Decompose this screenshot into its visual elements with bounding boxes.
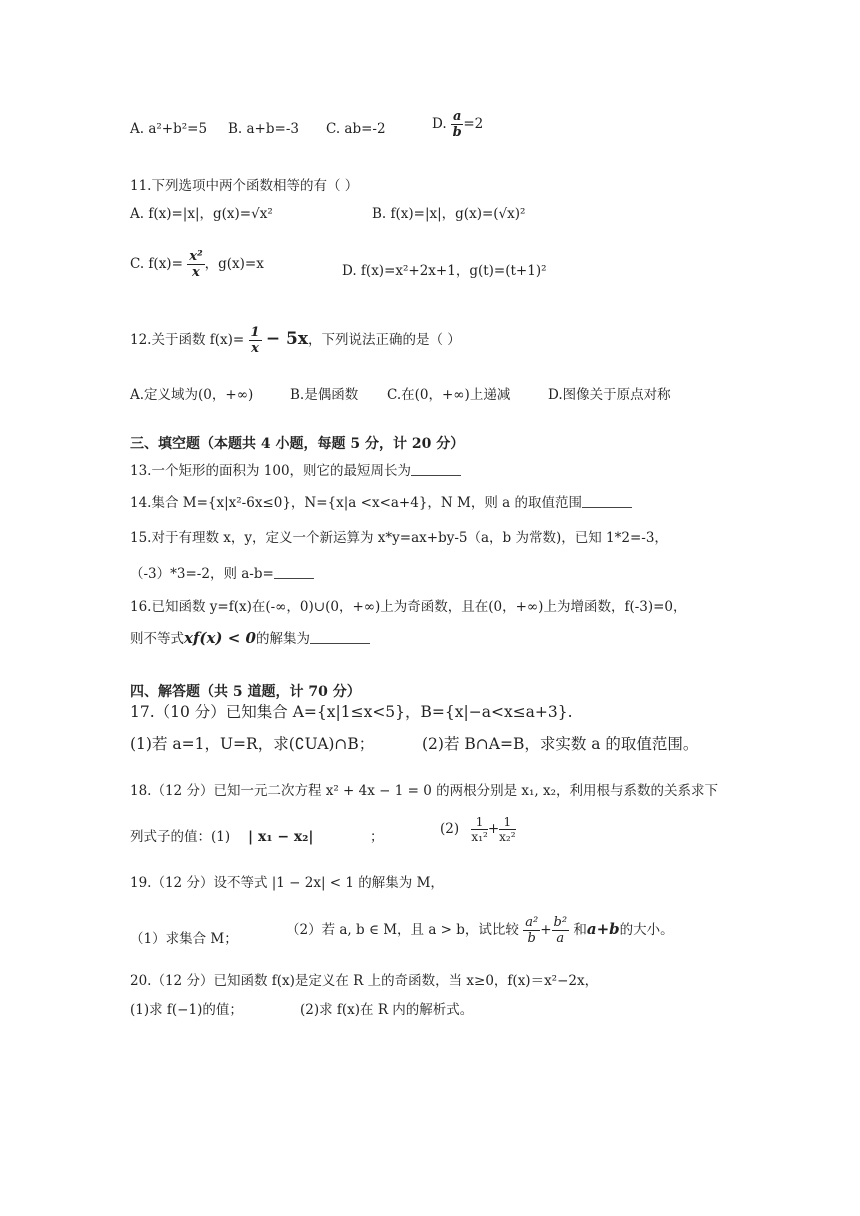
section-4-heading: 四、解答题（共 5 道题，计 70 分） xyxy=(130,684,361,700)
q10-option-d-num: a xyxy=(452,109,462,124)
q13-answer-blank xyxy=(411,463,461,476)
q11-option-c xyxy=(130,250,264,279)
q11-option-c-num: x² xyxy=(189,249,203,264)
q18-part-2-prefix: (2) xyxy=(440,821,460,837)
q10-option-d-suffix: =2 xyxy=(463,116,484,132)
q10-option-a: A. a²+b²=5 xyxy=(130,121,208,137)
q14-text: 14.集合 M={x|x²-6x≤0}，N={x|a <x<a+4}，N M，则 a 的取值范围 xyxy=(130,495,582,511)
q19-part-2-prefix: （2）若 a, b ∈ M，且 a > b，试比较 xyxy=(286,922,519,938)
q18-fraction-2 xyxy=(499,816,515,843)
q20-part-1: (1)求 f(−1)的值； xyxy=(130,1002,243,1018)
q19-part-1: （1）求集合 M； xyxy=(130,931,238,947)
q16-line-2-suffix: 的解集为 xyxy=(255,631,310,647)
q19-plus: + xyxy=(540,922,552,938)
q18-part-2 xyxy=(440,816,516,843)
q10-option-d-label: D. xyxy=(432,116,447,132)
q18-plus: + xyxy=(487,821,500,837)
q16-line-2 xyxy=(130,629,370,648)
q10-option-c: C. ab=-2 xyxy=(326,121,386,137)
q15-line-2-text: （-3）*3=-2，则 a-b= xyxy=(130,566,274,582)
q12-option-b: B.是偶函数 xyxy=(290,387,359,403)
q16-answer-blank xyxy=(310,631,370,644)
section-3-heading: 三、填空题（本题共 4 小题，每题 5 分，计 20 分） xyxy=(130,436,465,452)
q19-fraction-1-num: a² xyxy=(525,915,539,930)
q18-fraction-2-num: 1 xyxy=(499,816,515,830)
q11-stem: 11.下列选项中两个函数相等的有（ ） xyxy=(130,178,359,194)
q18-fraction-1 xyxy=(471,816,487,843)
q15-line-2 xyxy=(130,565,314,583)
q11-option-c-fraction xyxy=(187,250,204,279)
q10-option-b: B. a+b=-3 xyxy=(228,121,299,137)
q10-option-d xyxy=(432,110,483,139)
q19-fraction-1-den: b xyxy=(527,931,536,946)
q18-abs-expression: | x₁ − x₂| xyxy=(248,829,314,845)
q19-part-2 xyxy=(286,916,674,945)
q19-fraction-2-den: a xyxy=(556,931,565,946)
q18-fraction-1-num: 1 xyxy=(471,816,487,830)
q12-stem-prefix: 12.关于函数 f(x)= xyxy=(130,332,245,348)
q12-stem xyxy=(130,326,461,355)
q18-line-1: 18.（12 分）已知一元二次方程 x² + 4x − 1 = 0 的两根分别是 x₁, x₂，利用根与系数的关系求下 xyxy=(130,783,719,799)
q19-fraction-1 xyxy=(523,916,540,945)
q12-option-c: C.在(0，+∞)上递减 xyxy=(387,387,511,403)
q11-option-b: B. f(x)=|x|，g(x)=(√x)² xyxy=(372,206,526,222)
q18-fraction-1-den: x₁² xyxy=(471,830,488,844)
q20-part-2: (2)求 f(x)在 R 内的解析式。 xyxy=(300,1002,474,1018)
q15-answer-blank xyxy=(274,566,314,579)
q19-line-1: 19.（12 分）设不等式 |1 − 2x| < 1 的解集为 M， xyxy=(130,875,444,891)
q18-semicolon: ； xyxy=(370,829,384,845)
q16-line-2-prefix: 则不等式 xyxy=(130,631,184,647)
q16-inequality: xf(x) < 0 xyxy=(184,629,256,647)
q13 xyxy=(130,462,461,480)
q12-fraction xyxy=(249,326,262,355)
q10-option-d-fraction xyxy=(451,110,463,139)
q15-line-1: 15.对于有理数 x，y，定义一个新运算为 x*y=ax+by-5（a，b 为常数)，已知 1*2=-3， xyxy=(130,530,668,546)
q13-text: 13.一个矩形的面积为 100，则它的最短周长为 xyxy=(130,463,412,479)
q20-line-1: 20.（12 分）已知函数 f(x)是定义在 R 上的奇函数，当 x≥0，f(x)＝x²−2x， xyxy=(130,973,599,989)
q12-fraction-num: 1 xyxy=(250,325,260,340)
q17-line-1: 17.（10 分）已知集合 A={x|1≤x<5}，B={x|−a<x≤a+3}. xyxy=(130,703,573,721)
q11-option-c-den: x xyxy=(192,265,200,280)
q12-fraction-den: x xyxy=(251,341,259,356)
q11-option-a: A. f(x)=|x|，g(x)=√x² xyxy=(130,206,273,222)
q16-line-1: 16.已知函数 y=f(x)在(-∞，0)∪(0，+∞)上为奇函数，且在(0，+∞)上为增函数，f(-3)=0， xyxy=(130,599,687,615)
q17-part-2: (2)若 B∩A=B，求实数 a 的取值范围。 xyxy=(422,735,699,753)
q11-option-d: D. f(x)=x²+2x+1，g(t)=(t+1)² xyxy=(342,263,547,279)
q19-a-plus-b: a+b xyxy=(586,920,620,938)
q19-part-2-suffix: 的大小。 xyxy=(619,922,674,938)
q10-option-d-den: b xyxy=(452,125,462,140)
q19-fraction-2-num: b² xyxy=(553,915,568,930)
q12-option-a: A.定义域为(0，+∞) xyxy=(130,387,254,403)
q18-line-2-prefix: 列式子的值：(1) xyxy=(130,829,231,845)
q14-answer-blank xyxy=(582,495,632,508)
q18-fraction-2-den: x₂² xyxy=(499,830,516,844)
q12-stem-term: − 5x xyxy=(265,329,308,349)
q17-part-1: (1)若 a=1，U=R，求(∁UA)∩B； xyxy=(130,735,375,753)
q12-stem-suffix: ，下列说法正确的是（ ） xyxy=(308,332,461,348)
q19-fraction-2 xyxy=(552,916,570,945)
q14 xyxy=(130,494,632,512)
q19-part-2-mid: 和 xyxy=(573,922,587,938)
q12-option-d: D.图像关于原点对称 xyxy=(548,387,671,403)
q11-option-c-prefix: C. f(x)= xyxy=(130,256,183,272)
q11-option-c-suffix: ，g(x)=x xyxy=(204,256,264,272)
